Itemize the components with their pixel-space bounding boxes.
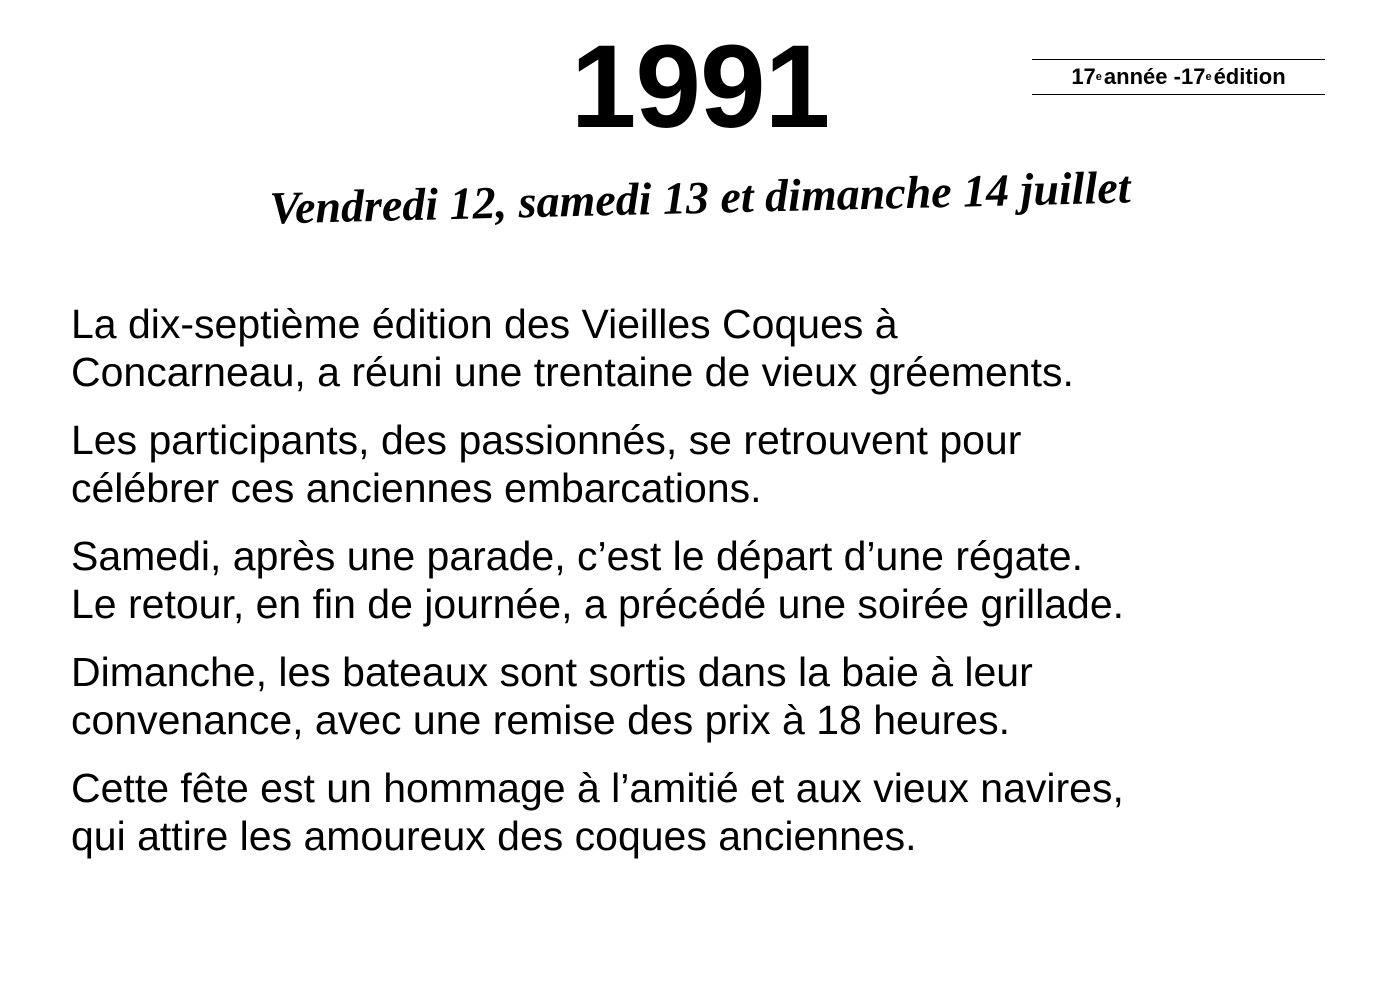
edition-year-superscript: e [1095,71,1102,83]
article-body [71,300,1361,880]
edition-number-superscript: e [1205,71,1212,83]
paragraph [71,416,1361,512]
paragraph-line: Le retour, en fin de journée, a précédé une soirée grillade. [71,581,1125,627]
edition-number: 17 [1180,64,1206,89]
paragraph [71,300,1361,396]
paragraph-line: Samedi, après une parade, c’est le départ d’une régate. [71,533,1083,579]
paragraph [71,764,1361,860]
event-dates: Vendredi 12, samedi 13 et dimanche 14 juillet [268,161,1132,234]
edition-text: édition [1213,64,1286,89]
paragraph-line: Cette fête est un hommage à l’amitié et aux vieux navires, [71,765,1124,811]
year-heading: 1991 [570,21,830,153]
paragraph-line: Les participants, des passionnés, se retrouvent pour [71,417,1022,463]
edition-year-text: année - [1103,64,1181,89]
paragraph-line: La dix-septième édition des Vieilles Coques à [71,301,898,347]
paragraph-line: qui attire les amoureux des coques anciennes. [71,813,917,859]
paragraph-line: Concarneau, a réuni une trentaine de vieux gréements. [71,349,1074,395]
paragraph-line: convenance, avec une remise des prix à 18 heures. [71,697,1010,743]
edition-label [1032,59,1325,95]
paragraph [71,532,1361,628]
paragraph [71,648,1361,744]
paragraph-line: Dimanche, les bateaux sont sortis dans la baie à leur [71,649,1033,695]
paragraph-line: célébrer ces anciennes embarcations. [71,465,762,511]
edition-year-number: 17 [1071,64,1096,89]
